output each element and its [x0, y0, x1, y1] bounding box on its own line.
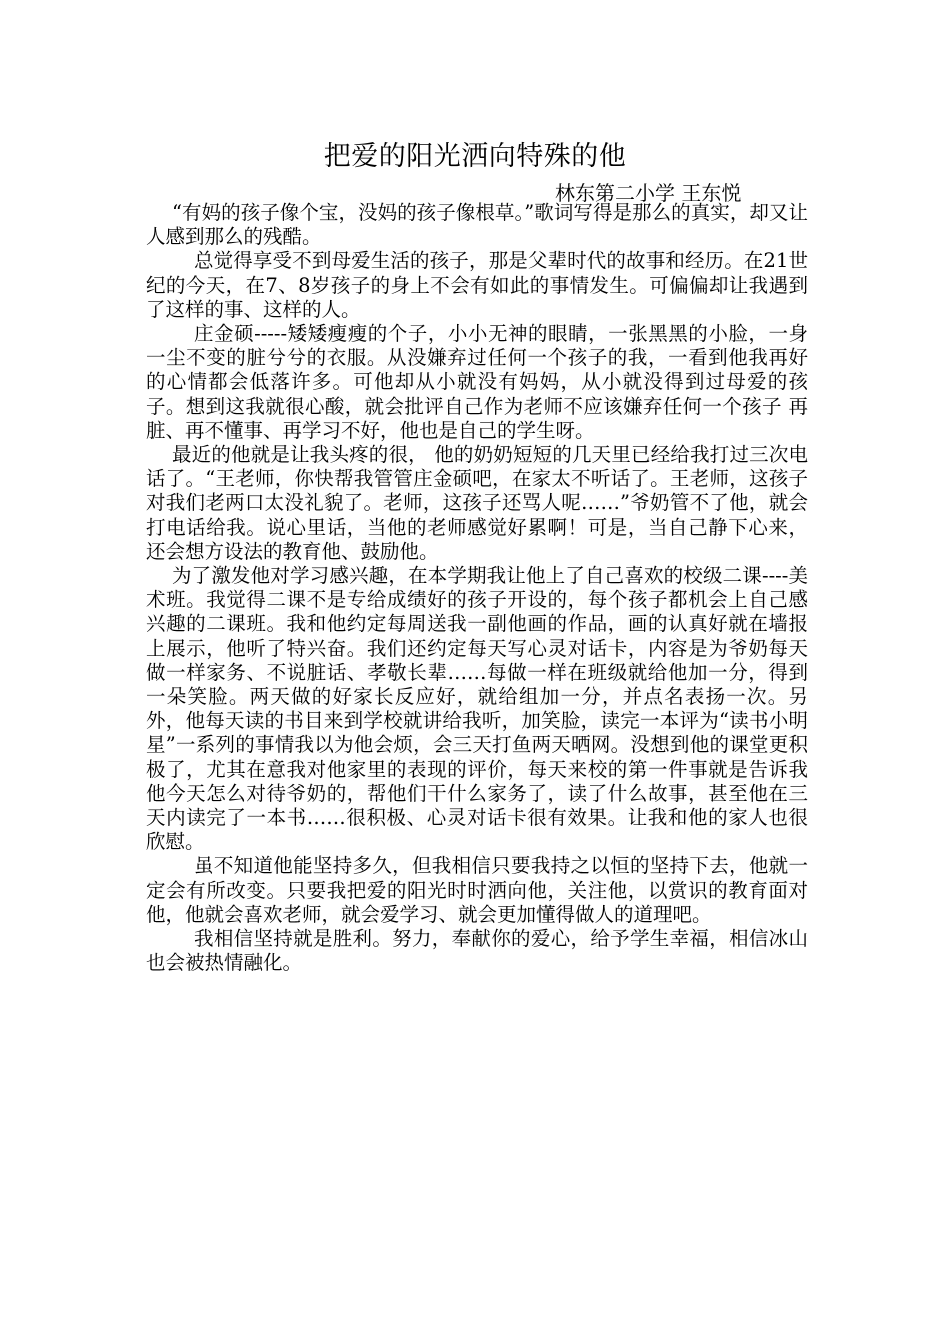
paragraph-3: 庄金硕-----矮矮瘦瘦的个子，小小无神的眼睛，一张黑黑的小脸，一身一尘不变的脏兮兮的衣服。从没嫌弃过任何一个孩子的我，一看到他我再好的心情都会低落许多。可他却从小就没有妈妈，从小就没得到过母爱的孩子。想到这我就很心酸，就会批评自己作为老师不应该嫌弃任何一个孩子 再脏、再不懂事、再学习不好，他也是自己的学生呀。	[146, 322, 808, 442]
paragraph-5: 为了激发他对学习感兴趣，在本学期我让他上了自己喜欢的校级二课----美术班。我觉得二课不是专给成绩好的孩子开设的，每个孩子都机会上自己感兴趣的二课班。我和他约定每周送我一副他画的作品，画的认真好就在墙报上展示，他听了特兴奋。我们还约定每天写心灵对话卡，内容是为爷奶每天做一样家务、不说脏话、孝敬长辈……每做一样在班级就给他加一分，得到一朵笑脸。两天做的好家长反应好，就给组加一分，并点名表扬一次。另外，他每天读的书目来到学校就讲给我听，加笑脸，读完一本评为“读书小明星”一系列的事情我以为他会烦，会三天打鱼两天晒网。没想到他的课堂更积极了，尤其在意我对他家里的表现的评价，每天来校的第一件事就是告诉我他今天怎么对待爷奶的，帮他们干什么家务了，读了什么故事，甚至他在三天内读完了一本书……很积极、心灵对话卡很有效果。让我和他的家人也很欣慰。	[146, 564, 808, 854]
paragraph-7: 我相信坚持就是胜利。努力，奉献你的爱心，给予学生幸福，相信冰山也会被热情融化。	[146, 927, 808, 975]
paragraph-1: “有妈的孩子像个宝，没妈的孩子像根草。”歌词写得是那么的真实，却又让人感到那么的残酷。	[146, 201, 808, 249]
document-body	[146, 201, 808, 976]
author-line: 林东第二小学 王东悦	[555, 181, 742, 205]
paragraph-6: 虽不知道他能坚持多久，但我相信只要我持之以恒的坚持下去，他就一定会有所改变。只要我把爱的阳光时时洒向他，关注他，以赏识的教育面对他，他就会喜欢老师，就会爱学习、就会更加懂得做人的道理吧。	[146, 854, 808, 926]
paragraph-2: 总觉得享受不到母爱生活的孩子，那是父辈时代的故事和经历。在21世纪的今天，在7、8岁孩子的身上不会有如此的事情发生。可偏偏却让我遇到了这样的事、这样的人。	[146, 249, 808, 321]
paragraph-4: 最近的他就是让我头疼的很， 他的奶奶短短的几天里已经给我打过三次电话了。“王老师，你快帮我管管庄金硕吧，在家太不听话了。王老师，这孩子对我们老两口太没礼貌了。老师，这孩子还骂人呢……”爷奶管不了他，就会打电话给我。说心里话，当他的老师感觉好累啊！可是，当自己静下心来，还会想方设法的教育他、鼓励他。	[146, 443, 808, 563]
document-title: 把爱的阳光洒向特殊的他	[323, 141, 627, 172]
